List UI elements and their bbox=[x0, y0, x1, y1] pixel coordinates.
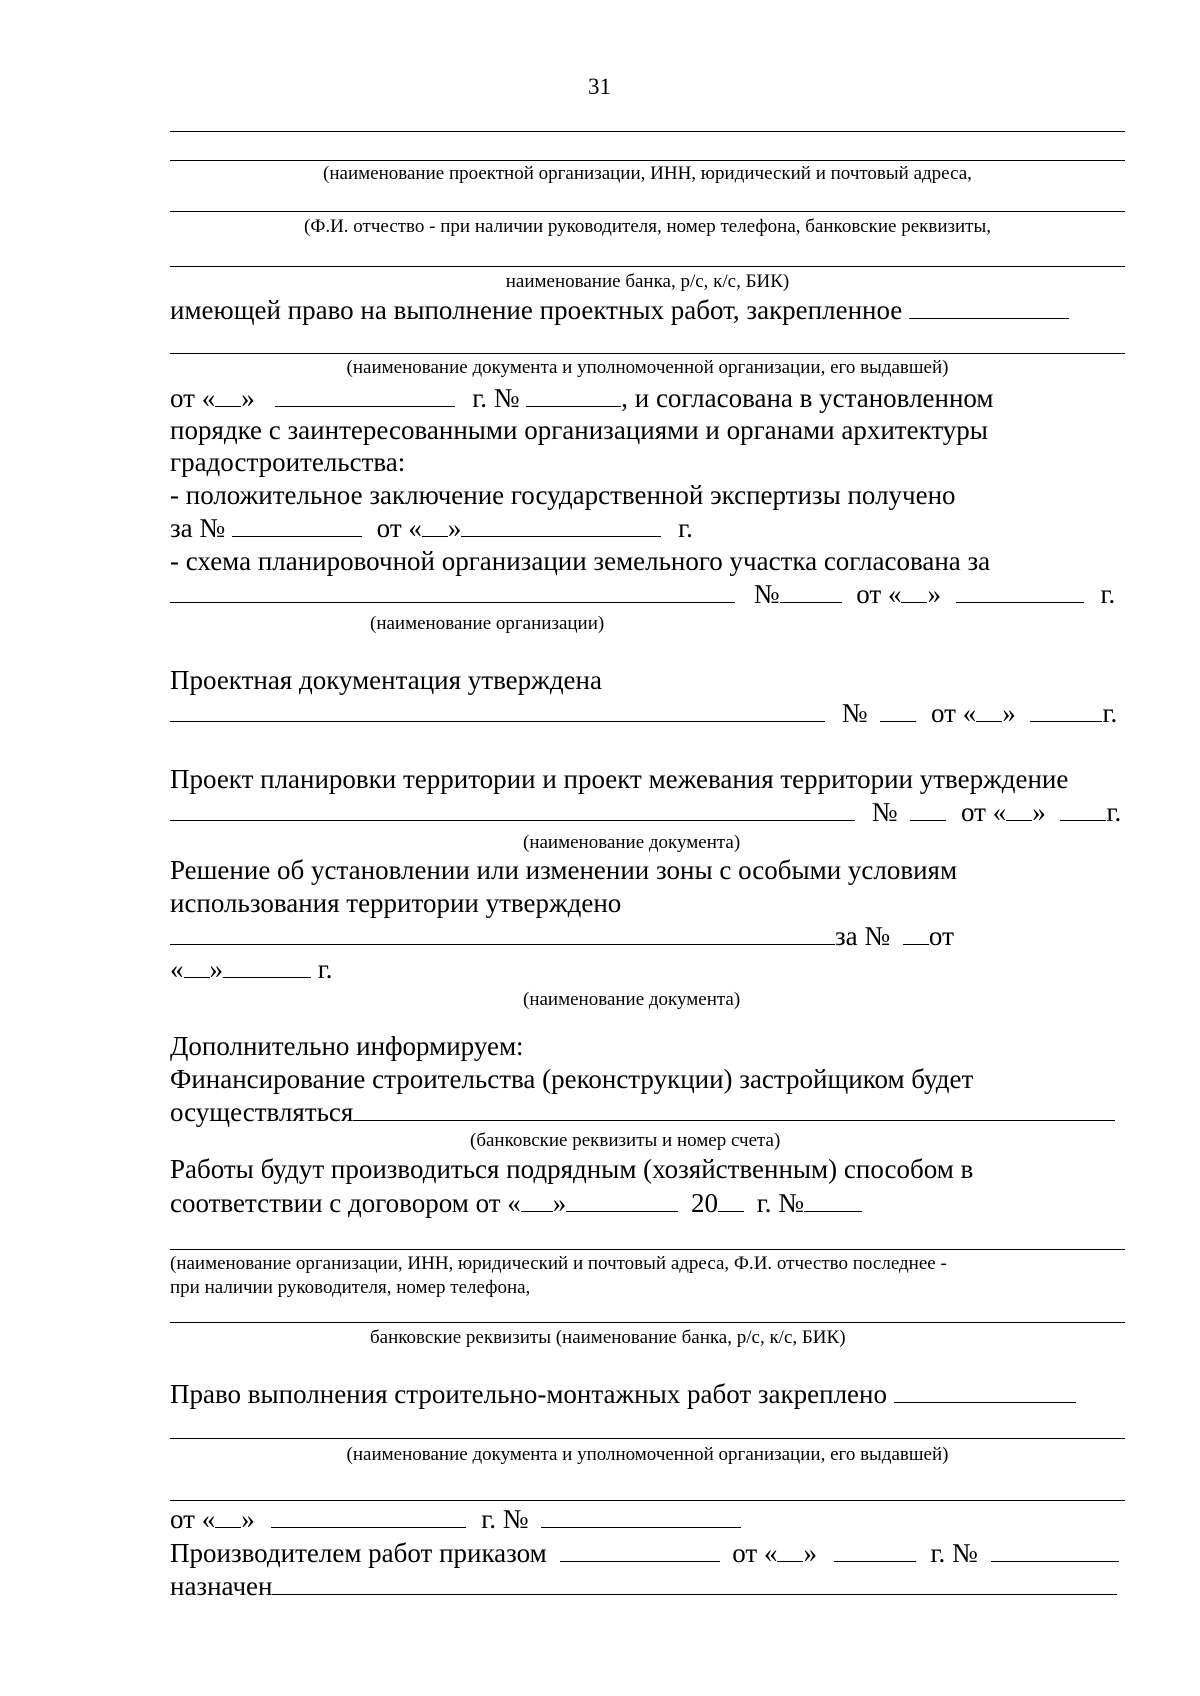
number-field[interactable] bbox=[804, 1187, 862, 1212]
day-field[interactable] bbox=[976, 697, 1002, 722]
blank-line bbox=[170, 211, 1125, 212]
caption-doc-issuer: (наименование документа и уполномоченной организации, его выдавшей) bbox=[346, 357, 949, 378]
blank-line bbox=[170, 1249, 1125, 1250]
number-field[interactable] bbox=[780, 578, 842, 603]
blank-field[interactable] bbox=[909, 294, 1069, 319]
blank-line bbox=[170, 1438, 1125, 1439]
day-field[interactable] bbox=[184, 953, 210, 978]
zone-date-line: « » г. bbox=[170, 954, 333, 984]
month-field[interactable] bbox=[834, 1537, 916, 1562]
blank-line bbox=[170, 1500, 1125, 1501]
zone-number-line: за № от bbox=[170, 920, 954, 952]
caption-head-info: (Ф.И. отчество - при наличии руководителя, номер телефона, банковские реквизиты, bbox=[304, 216, 991, 237]
day-field[interactable] bbox=[777, 1537, 803, 1562]
doc-field[interactable] bbox=[170, 920, 835, 945]
caption-bank-account: (банковские реквизиты и номер счета) bbox=[470, 1130, 781, 1151]
year-field[interactable] bbox=[718, 1187, 744, 1212]
month-field[interactable] bbox=[956, 578, 1084, 603]
blank-line bbox=[170, 1322, 1125, 1323]
caption-design-org: (наименование проектной организации, ИНН, юридический и почтовый адреса, bbox=[323, 163, 972, 184]
account-field[interactable] bbox=[353, 1096, 1115, 1121]
org-field[interactable] bbox=[170, 578, 735, 603]
number-field[interactable] bbox=[541, 1503, 741, 1528]
urban-line: градостроительства: bbox=[170, 447, 406, 477]
month-field[interactable] bbox=[1060, 796, 1106, 821]
month-field[interactable] bbox=[461, 512, 661, 537]
order-field[interactable] bbox=[560, 1537, 720, 1562]
works-line-2: соответствии с договором от « » 20 г. № bbox=[170, 1187, 862, 1219]
month-field[interactable] bbox=[275, 382, 455, 407]
financing-line-2: осуществляться bbox=[170, 1096, 1115, 1128]
day-field[interactable] bbox=[1006, 796, 1032, 821]
blank-line bbox=[170, 160, 1125, 161]
month-field[interactable] bbox=[271, 1503, 466, 1528]
cmr-right-line: Право выполнения строительно-монтажных работ закреплено bbox=[170, 1378, 1076, 1410]
day-field[interactable] bbox=[901, 578, 927, 603]
name-field[interactable] bbox=[272, 1570, 1117, 1595]
doc-field[interactable] bbox=[170, 796, 855, 821]
blank-field[interactable] bbox=[894, 1378, 1076, 1403]
cmr-date-line: от « » г. № bbox=[170, 1503, 741, 1535]
caption-contractor-1: (наименование организации, ИНН, юридический и почтовый адреса, Ф.И. отчество последнее - bbox=[170, 1253, 947, 1274]
scheme-line: - схема планировочной организации земельного участка согласована за bbox=[170, 546, 991, 576]
number-field[interactable] bbox=[903, 920, 929, 945]
blank-line bbox=[170, 353, 1125, 354]
expertise-number-line: за № от « » г. bbox=[170, 513, 693, 543]
number-field[interactable] bbox=[991, 1537, 1119, 1562]
planning-number-line: № от « » г. bbox=[170, 796, 1121, 828]
day-field[interactable] bbox=[215, 1503, 241, 1528]
financing-line-1: Финансирование строительства (реконструкции) застройщиком будет bbox=[170, 1064, 974, 1094]
scheme-number-line: № от « » г. bbox=[170, 578, 1115, 610]
from-date-line: от « » г. № , и согласована в установленном bbox=[170, 383, 994, 413]
appointed-line: назначен bbox=[170, 1570, 1117, 1602]
blank-line bbox=[170, 131, 1125, 132]
zone-line-2: использования территории утверждено bbox=[170, 888, 622, 918]
additional-line: Дополнительно информируем: bbox=[170, 1031, 524, 1061]
caption-bank-info: наименование банка, р/с, к/с, БИК) bbox=[505, 271, 790, 292]
manager-line: Производителем работ приказом от « » г. № bbox=[170, 1537, 1119, 1569]
caption-doc-name-1: (наименование документа) bbox=[523, 832, 741, 853]
caption-doc-issuer-2: (наименование документа и уполномоченной организации, его выдавшей) bbox=[346, 1444, 949, 1465]
right-to-design-text: имеющей право на выполнение проектных работ, закрепленное bbox=[170, 294, 1069, 326]
day-field[interactable] bbox=[215, 382, 241, 407]
number-field[interactable] bbox=[526, 382, 621, 407]
month-field[interactable] bbox=[223, 953, 311, 978]
page-number: 31 bbox=[588, 74, 611, 99]
doc-field[interactable] bbox=[170, 697, 825, 722]
expertise-line: - положительное заключение государственной экспертизы получено bbox=[170, 480, 956, 510]
caption-contractor-2: при наличии руководителя, номер телефона, bbox=[170, 1277, 531, 1298]
month-field[interactable] bbox=[566, 1187, 678, 1212]
number-field[interactable] bbox=[910, 796, 946, 821]
day-field[interactable] bbox=[422, 512, 448, 537]
order-line: порядке с заинтересованными организациями и органами архитектуры bbox=[170, 415, 988, 445]
caption-contractor-bank: банковские реквизиты (наименование банка, р/с, к/с, БИК) bbox=[370, 1327, 846, 1348]
planning-line: Проект планировки территории и проект межевания территории утверждение bbox=[170, 764, 1069, 794]
works-line-1: Работы будут производиться подрядным (хозяйственным) способом в bbox=[170, 1154, 974, 1184]
design-approved-line: Проектная документация утверждена bbox=[170, 665, 602, 695]
blank-line bbox=[170, 266, 1125, 267]
day-field[interactable] bbox=[521, 1187, 553, 1212]
month-field[interactable] bbox=[1030, 697, 1102, 722]
zone-line-1: Решение об установлении или изменении зоны с особыми условиям bbox=[170, 855, 958, 885]
design-approved-number-line: № от « » г. bbox=[170, 697, 1117, 729]
caption-doc-name-2: (наименование документа) bbox=[523, 989, 741, 1010]
number-field[interactable] bbox=[232, 512, 362, 537]
number-field[interactable] bbox=[880, 697, 916, 722]
caption-org-name: (наименование организации) bbox=[370, 613, 605, 634]
